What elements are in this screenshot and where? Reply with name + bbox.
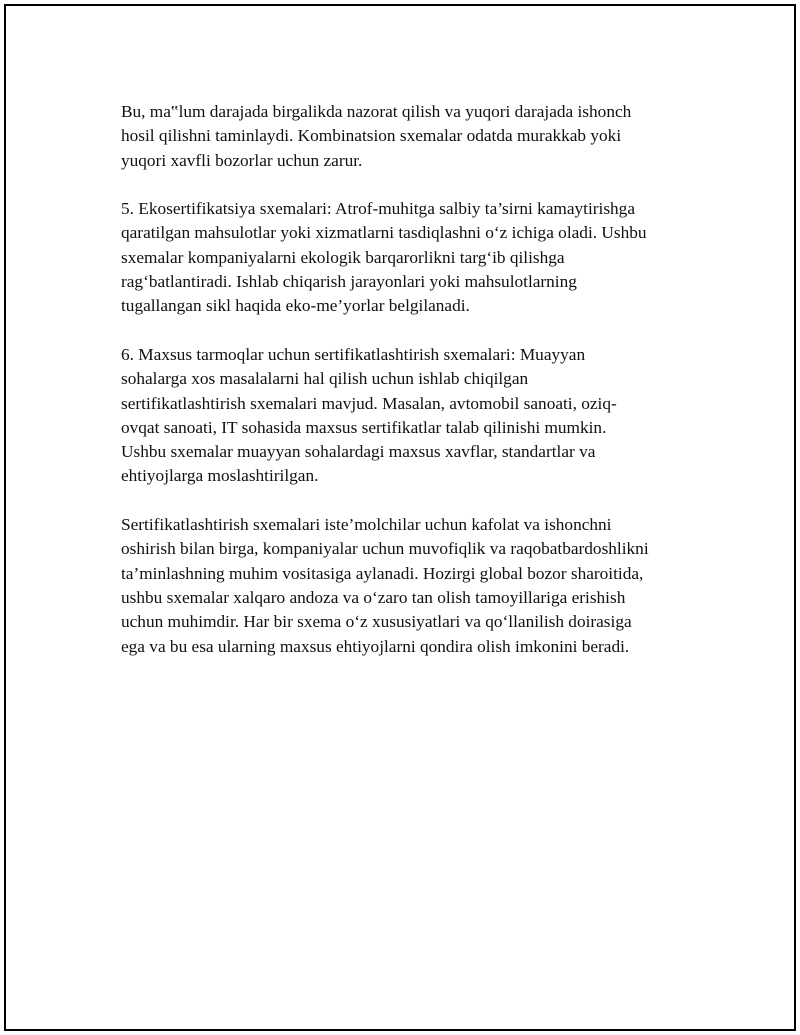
text-line: Sertifikatlashtirish sxemalari iste’molchilar uchun kafolat va ishonchni (121, 515, 612, 535)
document-body (121, 100, 691, 683)
text-line: ehtiyojlarga moslashtirilgan. (121, 466, 319, 486)
text-line: ushbu sxemalar xalqaro andoza va o‘zaro tan olish tamoyillariga erishish (121, 587, 626, 607)
text-line: sohalarga xos masalalarni hal qilish uchun ishlab chiqilgan (121, 369, 529, 389)
paragraph-eco-certification (121, 197, 691, 318)
paragraph-conclusion (121, 513, 691, 659)
text-line: 5. Ekosertifikatsiya sxemalari: Atrof-muhitga salbiy ta’sirni kamaytirishga (121, 199, 635, 219)
text-line: Ushbu sxemalar muayyan sohalardagi maxsus xavflar, standartlar va (121, 442, 596, 462)
text-line: uchun muhimdir. Har bir sxema o‘z xususiyatlari va qo‘llanilish doirasiga (121, 612, 632, 632)
text-line: sertifikatlashtirish sxemalari mavjud. Masalan, avtomobil sanoati, oziq- (121, 393, 617, 413)
text-line: ovqat sanoati, IT sohasida maxsus sertifikatlar talab qilinishi mumkin. (121, 417, 607, 437)
text-line: qaratilgan mahsulotlar yoki xizmatlarni tasdiqlashni o‘z ichiga oladi. Ushbu (121, 223, 647, 243)
text-line: sxemalar kompaniyalarni ekologik barqarorlikni targ‘ib qilishga (121, 247, 565, 267)
text-line: ta’minlashning muhim vositasiga aylanadi. Hozirgi global bozor sharoitida, (121, 563, 644, 583)
text-line: ega va bu esa ularning maxsus ehtiyojlarni qondira olish imkonini beradi. (121, 636, 630, 656)
text-line: yuqori xavfli bozorlar uchun zarur. (121, 150, 363, 170)
text-line: 6. Maxsus tarmoqlar uchun sertifikatlashtirish sxemalari: Muayyan (121, 344, 586, 364)
paragraph-industry-specific (121, 343, 691, 489)
page-border (4, 4, 796, 1031)
text-line: oshirish bilan birga, kompaniyalar uchun muvofiqlik va raqobatbardoshlikni (121, 539, 649, 559)
text-line: tugallangan sikl haqida eko-me’yorlar belgilanadi. (121, 296, 470, 316)
text-line: Bu, ma‟lum darajada birgalikda nazorat qilish va yuqori darajada ishonch (121, 102, 632, 121)
text-line: hosil qilishni taminlaydi. Kombinatsion sxemalar odatda murakkab yoki (121, 126, 622, 146)
paragraph-combination-schemes (121, 100, 691, 173)
text-line: rag‘batlantiradi. Ishlab chiqarish jarayonlari yoki mahsulotlarning (121, 272, 577, 292)
